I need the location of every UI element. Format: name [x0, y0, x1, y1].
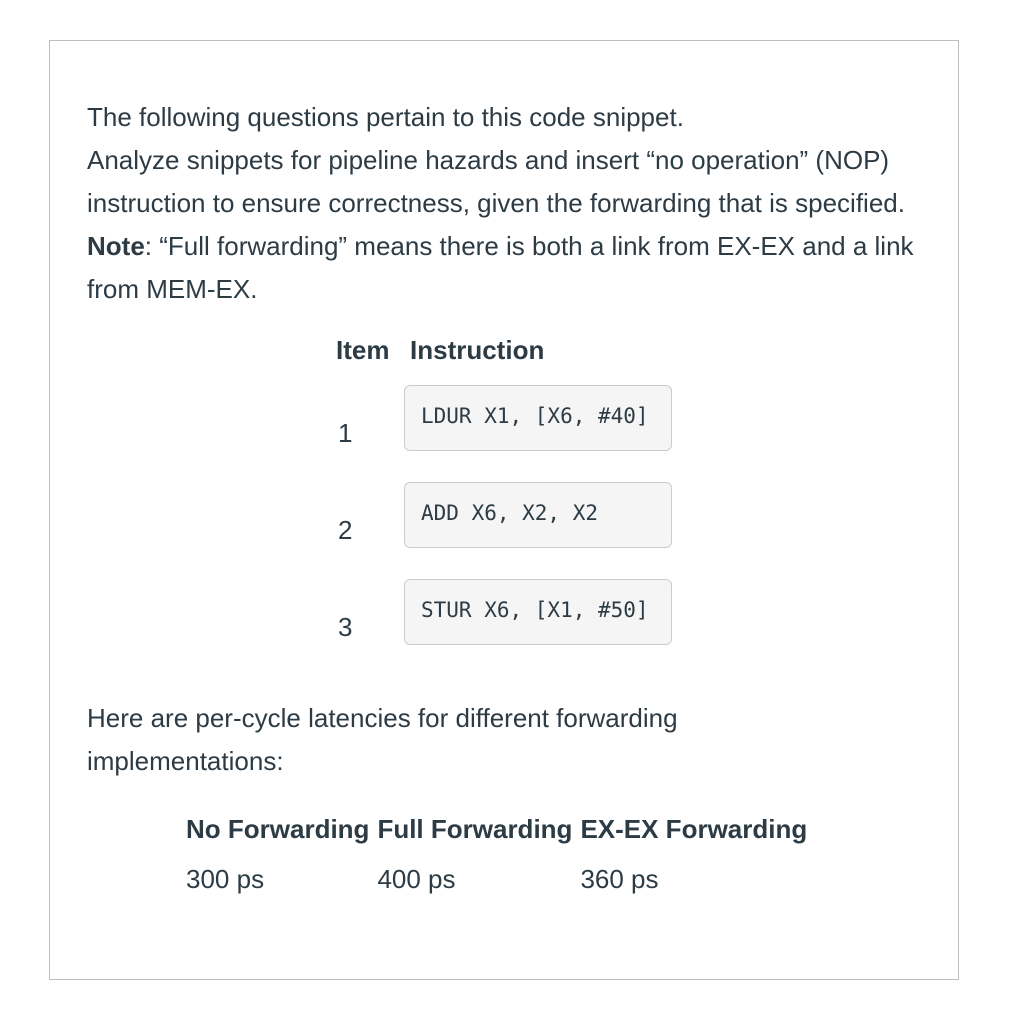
header-item: Item: [336, 334, 390, 365]
item-number: 3: [338, 612, 353, 642]
instruction-cell: [404, 579, 672, 676]
header-no-forwarding: No Forwarding: [186, 813, 370, 844]
header-ex-ex-forwarding: EX-EX Forwarding: [580, 813, 808, 844]
intro-line-2: [87, 139, 937, 311]
instruction-cell: [404, 482, 672, 579]
note-text: : “Full forwarding” means there is both a link from EX-EX and a link from MEM-EX.: [87, 231, 914, 304]
latency-table: [182, 809, 811, 899]
header-instruction: Instruction: [410, 334, 545, 365]
instruction-table-header-row: [332, 333, 672, 385]
header-full-forwarding: Full Forwarding: [377, 813, 573, 844]
note-label: Note: [87, 231, 145, 261]
intro-instructions-text: Analyze snippets for pipeline hazards and insert “no operation” (NOP) instruction to ensure correctness, given the forwarding that is specified.: [87, 145, 905, 218]
intro-line-1: The following questions pertain to this code snippet.: [87, 102, 684, 132]
latency-header-row: [182, 809, 811, 849]
table-row: [332, 482, 672, 579]
latency-intro: Here are per-cycle latencies for different forwarding implementations:: [87, 703, 678, 776]
latency-ex-ex-forwarding: 360 ps: [580, 863, 659, 894]
item-number: 2: [338, 515, 353, 545]
instruction-code: STUR X6, [X1, #50]: [404, 579, 672, 645]
latency-values-row: [182, 849, 811, 899]
question-intro: [87, 96, 937, 311]
table-row: [332, 579, 672, 676]
latency-full-forwarding: 400 ps: [377, 863, 456, 894]
instruction-code: LDUR X1, [X6, #40]: [404, 385, 672, 451]
instruction-cell: [404, 385, 672, 482]
item-number: 1: [338, 418, 353, 448]
instruction-code: ADD X6, X2, X2: [404, 482, 672, 548]
instruction-table: [332, 333, 672, 676]
table-row: [332, 385, 672, 482]
question-card: [49, 40, 959, 980]
latency-no-forwarding: 300 ps: [186, 863, 265, 894]
